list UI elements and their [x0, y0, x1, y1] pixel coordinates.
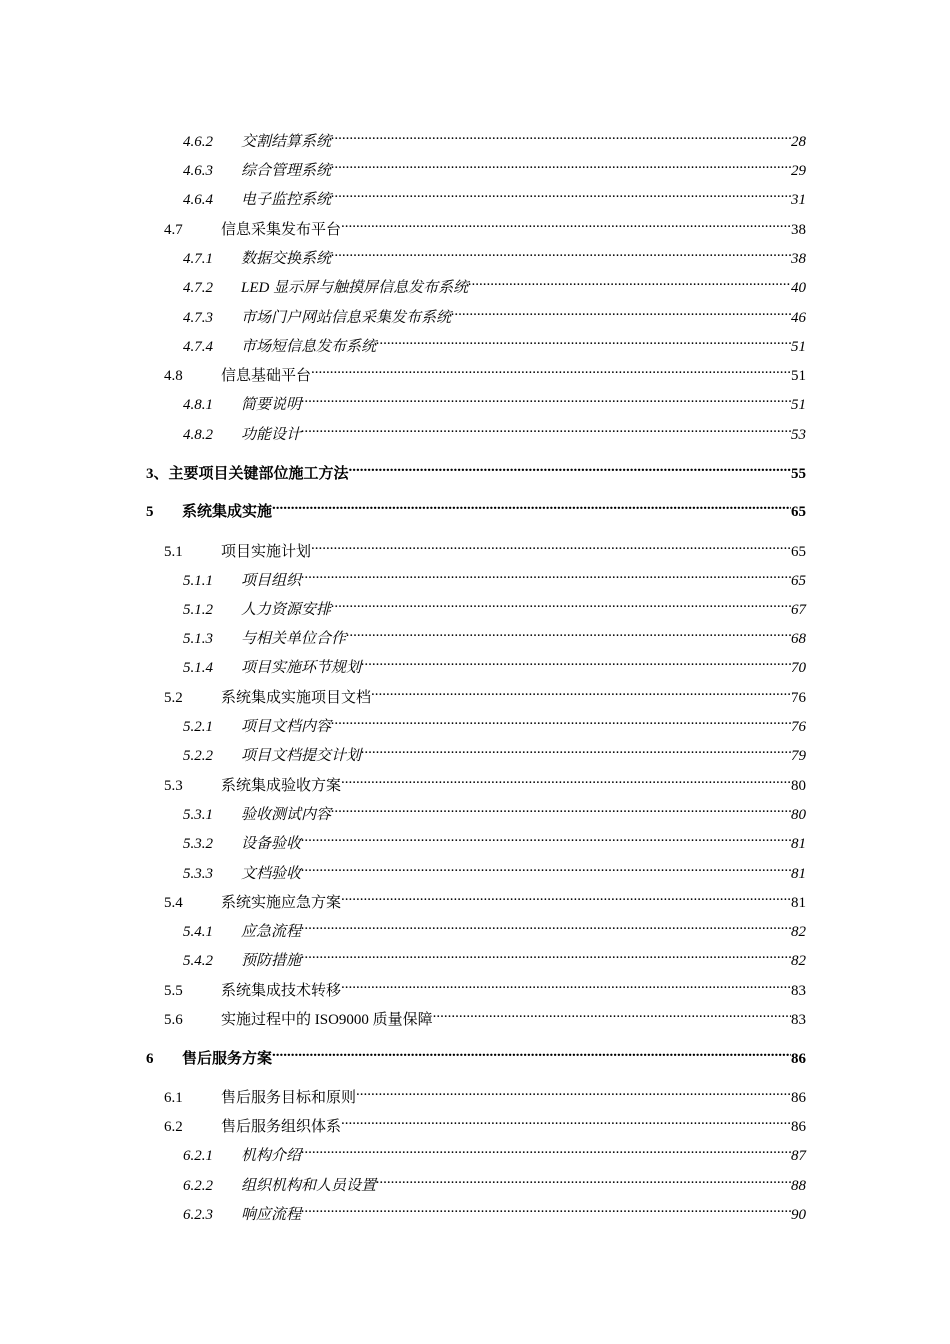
toc-entry[interactable] [183, 270, 806, 296]
toc-entry-title: 售后服务方案 [182, 1051, 273, 1067]
toc-entry[interactable] [183, 563, 806, 589]
toc-entry-number: 6.1 [164, 1090, 183, 1106]
dot-leader [301, 387, 791, 409]
toc-entry-page: 31 [791, 192, 806, 208]
toc-entry-number: 6.2 [164, 1119, 183, 1135]
toc-entry-page: 80 [791, 807, 806, 823]
toc-entry-title: 预防措施 [241, 953, 302, 969]
toc-entry-title: 综合管理系统 [241, 163, 332, 179]
dot-leader [468, 270, 791, 292]
dot-leader [451, 300, 791, 322]
toc-entry-number: 5.3.3 [183, 866, 213, 882]
toc-entry[interactable] [183, 153, 806, 179]
toc-entry-title: 系统实施应急方案 [221, 895, 342, 911]
toc-entry-page: 82 [791, 924, 806, 940]
dot-leader [301, 1197, 791, 1219]
toc-entry-number: 5.1.2 [183, 602, 213, 618]
toc-entry-page: 79 [791, 748, 806, 764]
dot-leader [331, 124, 791, 146]
toc-entry-title: 功能设计 [241, 427, 302, 443]
toc-entry[interactable] [183, 241, 806, 267]
toc-entry[interactable] [164, 534, 806, 560]
toc-entry-number: 4.8.1 [183, 397, 213, 413]
toc-entry[interactable] [183, 182, 806, 208]
toc-entry-number: 4.7.3 [183, 310, 213, 326]
toc-entry[interactable] [164, 1002, 806, 1028]
toc-entry-page: 51 [791, 339, 806, 355]
toc-entry-number: 5.3 [164, 778, 183, 794]
dot-leader [341, 1109, 791, 1131]
dot-leader [341, 885, 791, 907]
dot-leader [371, 680, 791, 702]
toc-entry[interactable] [183, 650, 806, 676]
toc-entry-number: 4.8 [164, 368, 183, 384]
toc-entry-title: 验收测试内容 [241, 807, 332, 823]
toc-entry[interactable] [164, 768, 806, 794]
dot-leader [272, 494, 791, 516]
toc-entry-number: 4.7.1 [183, 251, 213, 267]
toc-entry-page: 70 [791, 660, 806, 676]
toc-entry-title: 系统集成实施 [182, 504, 273, 520]
toc-entry-page: 51 [791, 368, 806, 384]
toc-entry[interactable] [183, 592, 806, 618]
toc-entry[interactable] [164, 973, 806, 999]
toc-entry[interactable] [183, 621, 806, 647]
toc-entry-page: 81 [791, 836, 806, 852]
toc-entry-number: 5.1.1 [183, 573, 213, 589]
toc-entry[interactable] [183, 826, 806, 852]
toc-entry[interactable] [183, 914, 806, 940]
dot-leader [311, 358, 791, 380]
toc-entry-page: 55 [791, 466, 806, 482]
toc-entry-page: 40 [791, 280, 806, 296]
toc-entry-title: 项目实施环节规划 [241, 660, 362, 676]
toc-entry-title: 数据交换系统 [241, 251, 332, 267]
toc-entry-title: 项目文档提交计划 [241, 748, 362, 764]
toc-entry-number: 4.7 [164, 222, 183, 238]
toc-entry-number: 5.3.2 [183, 836, 213, 852]
toc-entry[interactable] [164, 212, 806, 238]
toc-entry[interactable] [183, 417, 806, 443]
toc-entry-title: 3、主要项目关键部位施工方法 [146, 466, 349, 482]
toc-entry-page: 65 [791, 544, 806, 560]
toc-entry-title: 项目实施计划 [221, 544, 312, 560]
toc-entry-number: 5.1 [164, 544, 183, 560]
toc-entry[interactable] [183, 1197, 806, 1223]
toc-entry-page: 65 [791, 573, 806, 589]
toc-entry-title: 人力资源安排 [241, 602, 332, 618]
toc-entry-number: 5.5 [164, 983, 183, 999]
toc-entry[interactable] [164, 358, 806, 384]
dot-leader [301, 826, 791, 848]
toc-entry-number: 5.2 [164, 690, 183, 706]
toc-entry[interactable] [183, 709, 806, 735]
toc-entry-number: 4.6.3 [183, 163, 213, 179]
toc-entry-page: 87 [791, 1148, 806, 1164]
toc-entry[interactable] [164, 1080, 806, 1106]
toc-entry-title: 响应流程 [241, 1207, 302, 1223]
toc-entry-number: 6.2.1 [183, 1148, 213, 1164]
toc-entry-title: 实施过程中的 ISO9000 质量保障 [221, 1012, 433, 1028]
toc-entry-title: 售后服务目标和原则 [221, 1090, 357, 1106]
toc-entry-number: 5.1.4 [183, 660, 213, 676]
toc-entry-title: 组织机构和人员设置 [241, 1178, 377, 1194]
toc-entry-page: 86 [791, 1119, 806, 1135]
toc-entry-title: 机构介绍 [241, 1148, 302, 1164]
dot-leader [331, 153, 791, 175]
toc-entry-number: 5.4.1 [183, 924, 213, 940]
toc-entry-page: 86 [791, 1051, 806, 1067]
toc-entry-page: 53 [791, 427, 806, 443]
toc-entry-page: 51 [791, 397, 806, 413]
toc-entry-page: 76 [791, 690, 806, 706]
toc-entry-page: 65 [791, 504, 806, 520]
toc-entry-title: 电子监控系统 [241, 192, 332, 208]
dot-leader [376, 1168, 791, 1190]
toc-entry-title: 文档验收 [241, 866, 302, 882]
dot-leader [272, 1041, 791, 1063]
toc-entry-page: 80 [791, 778, 806, 794]
toc-entry-title: 应急流程 [241, 924, 302, 940]
dot-leader [433, 1002, 791, 1024]
toc-entry[interactable] [183, 124, 806, 150]
toc-entry-page: 81 [791, 895, 806, 911]
toc-entry-page: 90 [791, 1207, 806, 1223]
toc-entry-number: 5 [146, 504, 154, 520]
toc-entry-page: 67 [791, 602, 806, 618]
toc-entry[interactable] [146, 1041, 806, 1067]
toc-entry-title: 项目组织 [241, 573, 302, 589]
toc-entry-title: 与相关单位合作 [241, 631, 347, 647]
toc-entry[interactable] [146, 456, 806, 482]
toc-entry-page: 38 [791, 251, 806, 267]
toc-entry-page: 82 [791, 953, 806, 969]
dot-leader [349, 456, 791, 478]
toc-entry[interactable] [183, 329, 806, 355]
dot-leader [301, 856, 791, 878]
toc-entry-title: 市场短信息发布系统 [241, 339, 377, 355]
dot-leader [331, 709, 791, 731]
toc-entry[interactable] [183, 1168, 806, 1194]
toc-entry-page: 88 [791, 1178, 806, 1194]
toc-entry[interactable] [183, 856, 806, 882]
toc-entry-number: 5.6 [164, 1012, 183, 1028]
toc-entry-page: 81 [791, 866, 806, 882]
toc-entry-number: 5.2.1 [183, 719, 213, 735]
toc-entry[interactable] [146, 494, 806, 520]
toc-entry[interactable] [164, 885, 806, 911]
toc-entry[interactable] [164, 680, 806, 706]
toc-entry[interactable] [183, 738, 806, 764]
toc-entry-page: 83 [791, 983, 806, 999]
dot-leader [341, 973, 791, 995]
toc-entry-number: 6.2.3 [183, 1207, 213, 1223]
dot-leader [301, 563, 791, 585]
toc-entry[interactable] [183, 387, 806, 413]
toc-entry-title: LED 显示屏与触摸屏信息发布系统 [241, 280, 469, 296]
toc-entry-title: 系统集成验收方案 [221, 778, 342, 794]
toc-entry[interactable] [164, 1109, 806, 1135]
toc-entry-title: 设备验收 [241, 836, 302, 852]
toc-entry[interactable] [183, 300, 806, 326]
toc-entry-title: 系统集成技术转移 [221, 983, 342, 999]
toc-entry-page: 28 [791, 134, 806, 150]
toc-entry[interactable] [183, 797, 806, 823]
toc-entry-title: 系统集成实施项目文档 [221, 690, 372, 706]
dot-leader [331, 592, 791, 614]
toc-entry-number: 4.7.4 [183, 339, 213, 355]
toc-entry[interactable] [183, 1138, 806, 1164]
toc-entry-number: 5.3.1 [183, 807, 213, 823]
dot-leader [301, 943, 791, 965]
toc-entry-title: 售后服务组织体系 [221, 1119, 342, 1135]
dot-leader [311, 534, 791, 556]
dot-leader [301, 417, 791, 439]
toc-entry-title: 信息采集发布平台 [221, 222, 342, 238]
toc-entry-title: 项目文档内容 [241, 719, 332, 735]
dot-leader [341, 768, 791, 790]
toc-entry-number: 5.4 [164, 895, 183, 911]
toc-entry-number: 4.6.2 [183, 134, 213, 150]
dot-leader [341, 212, 791, 234]
toc-entry[interactable] [183, 943, 806, 969]
dot-leader [356, 1080, 791, 1102]
toc-entry-page: 38 [791, 222, 806, 238]
dot-leader [361, 738, 791, 760]
toc-entry-number: 4.7.2 [183, 280, 213, 296]
toc-entry-title: 交割结算系统 [241, 134, 332, 150]
dot-leader [361, 650, 791, 672]
toc-entry-number: 6.2.2 [183, 1178, 213, 1194]
toc-entry-title: 简要说明 [241, 397, 302, 413]
toc-entry-number: 5.1.3 [183, 631, 213, 647]
dot-leader [331, 797, 791, 819]
toc-entry-page: 86 [791, 1090, 806, 1106]
toc-entry-page: 68 [791, 631, 806, 647]
dot-leader [331, 182, 791, 204]
dot-leader [376, 329, 791, 351]
dot-leader [301, 1138, 791, 1160]
dot-leader [346, 621, 791, 643]
toc-entry-page: 83 [791, 1012, 806, 1028]
toc-entry-page: 76 [791, 719, 806, 735]
toc-entry-page: 46 [791, 310, 806, 326]
toc-entry-number: 4.8.2 [183, 427, 213, 443]
toc-entry-number: 4.6.4 [183, 192, 213, 208]
dot-leader [301, 914, 791, 936]
toc-entry-number: 5.2.2 [183, 748, 213, 764]
toc-entry-title: 信息基础平台 [221, 368, 312, 384]
dot-leader [331, 241, 791, 263]
toc-entry-title: 市场门户网站信息采集发布系统 [241, 310, 452, 326]
toc-entry-number: 6 [146, 1051, 154, 1067]
toc-entry-page: 29 [791, 163, 806, 179]
toc-entry-number: 5.4.2 [183, 953, 213, 969]
